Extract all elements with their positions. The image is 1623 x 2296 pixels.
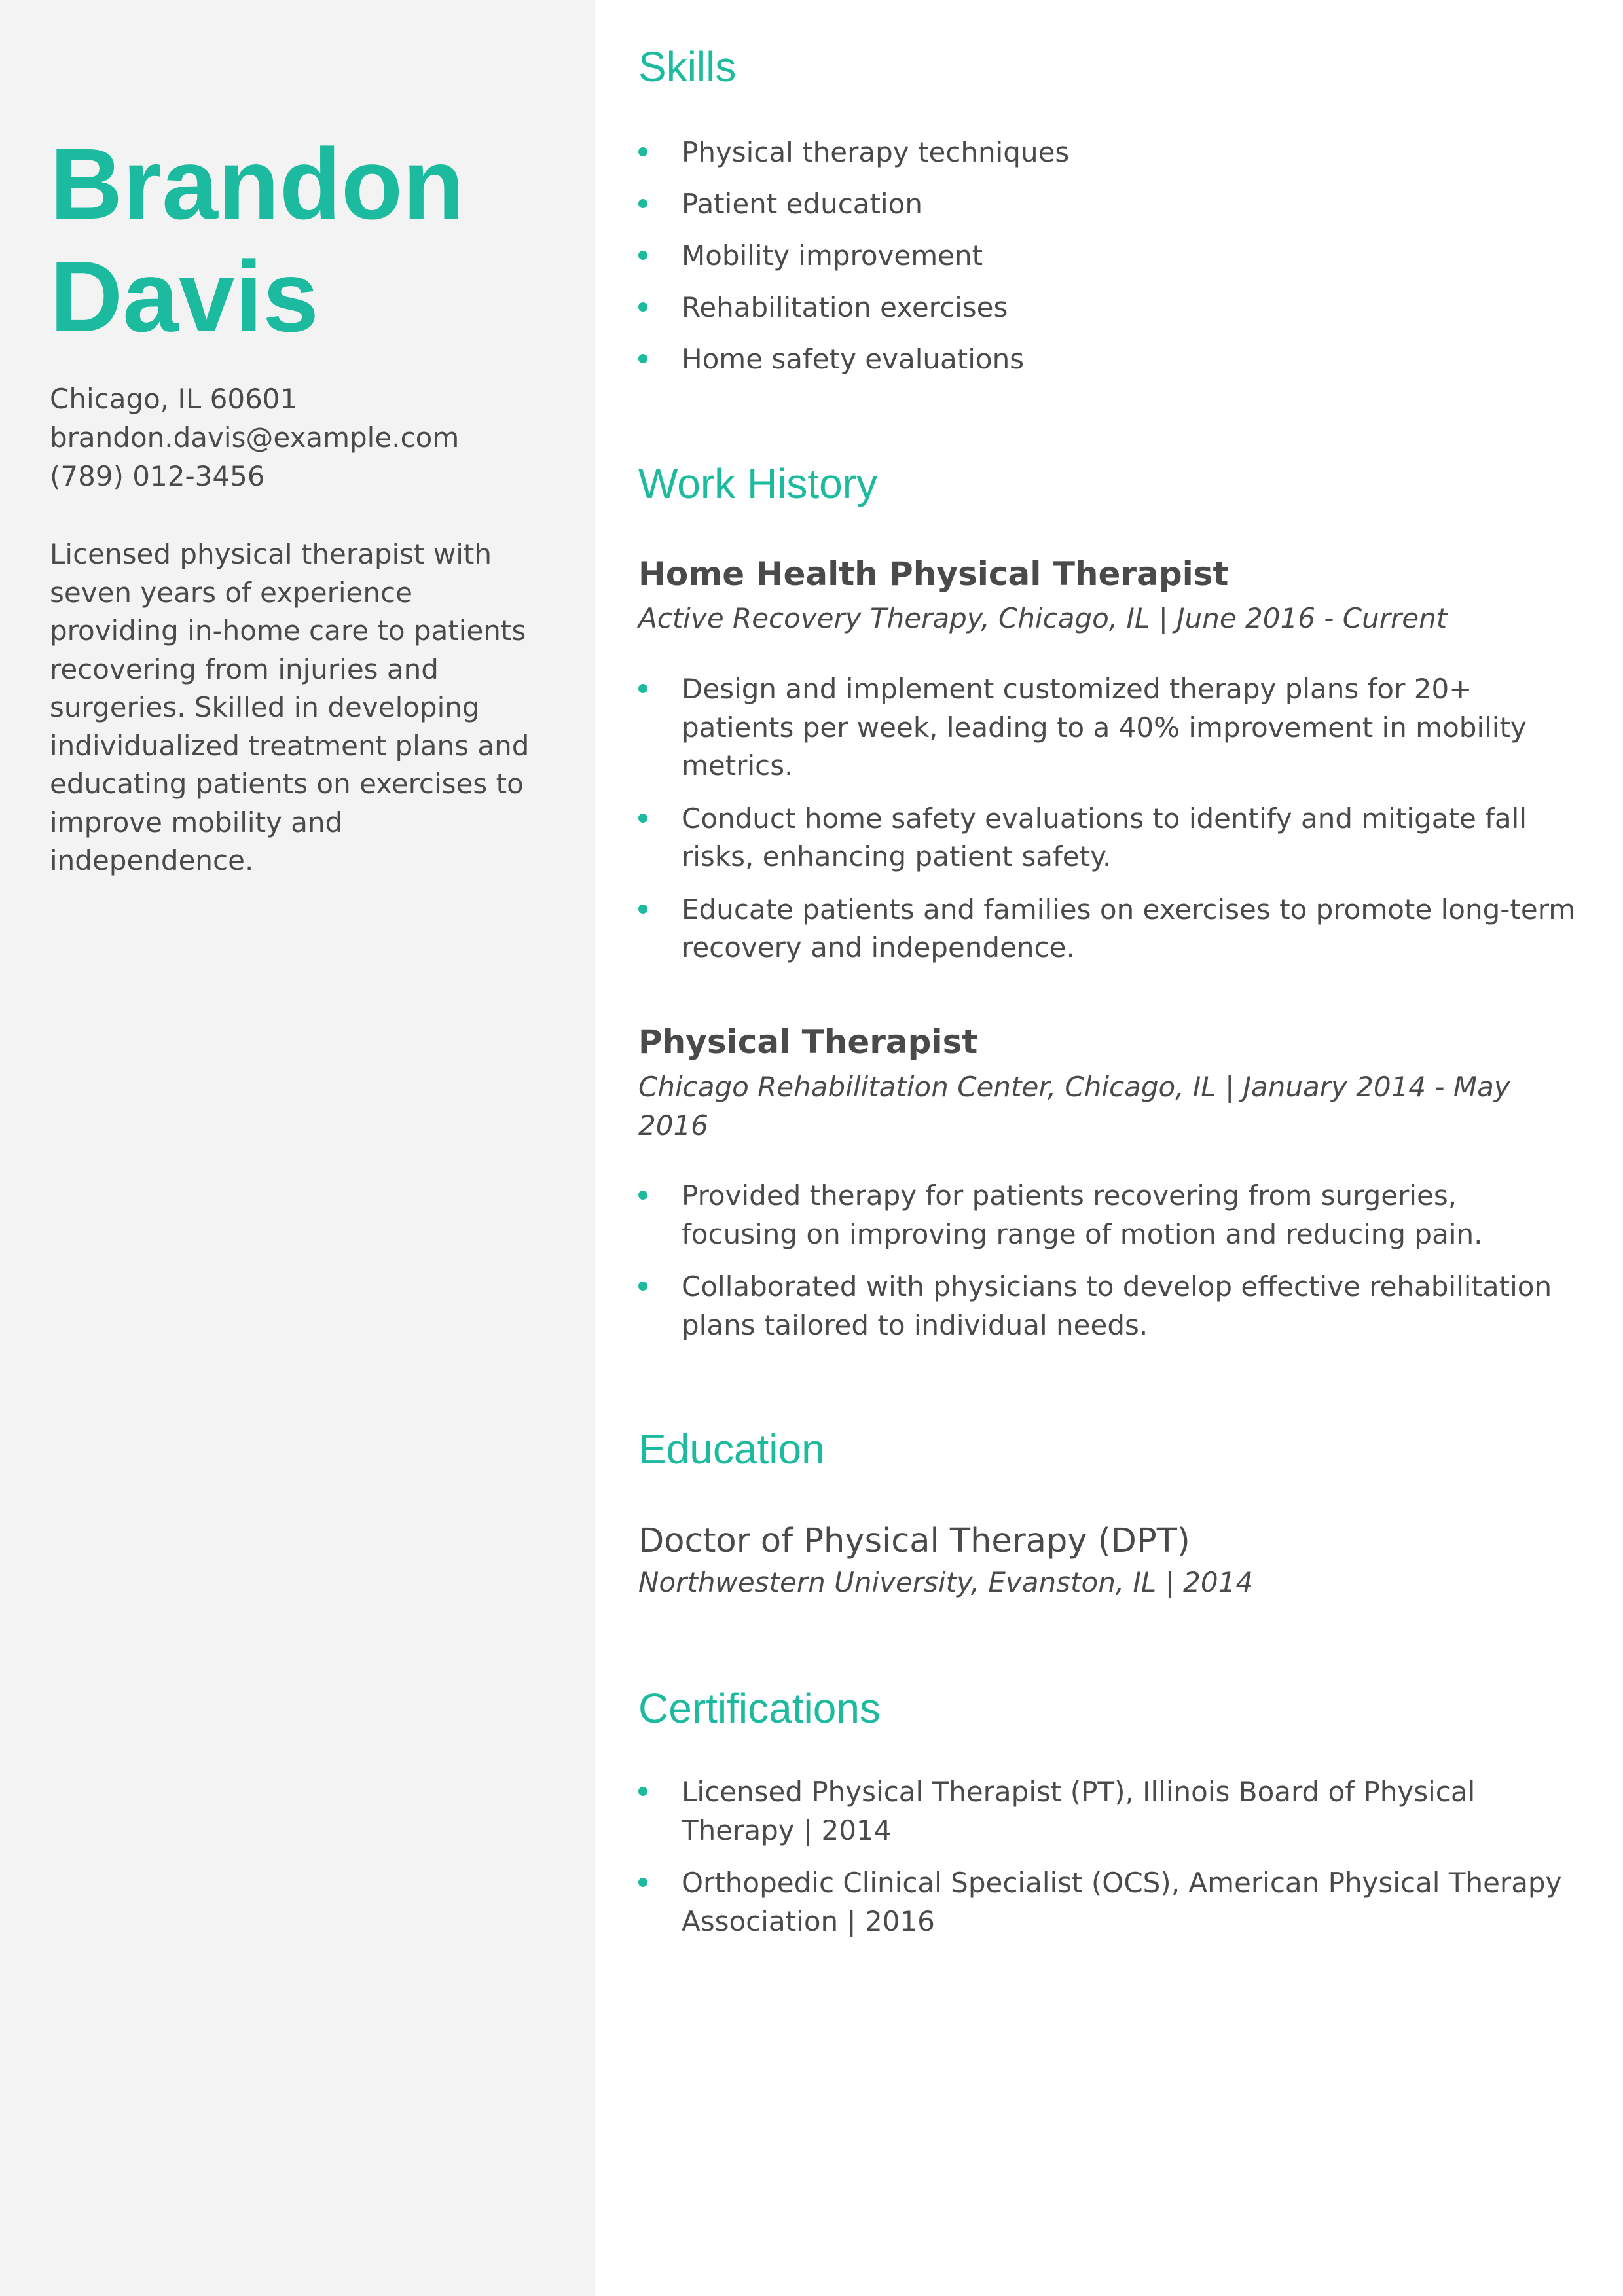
education-heading: Education: [638, 1426, 825, 1473]
skill-item: Mobility improvement: [638, 237, 1581, 276]
skill-item: Home safety evaluations: [638, 340, 1581, 379]
skill-item: Patient education: [638, 185, 1581, 224]
job-bullets: [638, 1177, 1581, 1359]
contact-info: [50, 380, 574, 495]
job-meta: [638, 600, 1581, 638]
job-bullets: [638, 670, 1581, 982]
skill-item: Rehabilitation exercises: [638, 289, 1581, 327]
sidebar: [0, 0, 595, 2296]
meta-separator: |: [1225, 1071, 1235, 1103]
school-meta: [638, 1564, 1581, 1602]
job-meta: [638, 1068, 1581, 1145]
job-dates: June 2016 - Current: [1176, 602, 1448, 634]
degree: Doctor of Physical Therapy (DPT): [638, 1522, 1190, 1560]
school: Northwestern University, Evanston, IL: [638, 1566, 1157, 1598]
email: brandon.davis@example.com: [50, 422, 460, 454]
job-title: Physical Therapist: [638, 1023, 978, 1061]
candidate-name: [50, 128, 574, 353]
job-bullet: Educate patients and families on exercises to promote long-term recovery and independence.: [638, 891, 1581, 967]
job-bullet: Design and implement customized therapy plans for 20+ patients per week, leading to a 40% improvement in mobility metrics.: [638, 670, 1581, 785]
certifications-list: [638, 1773, 1581, 1955]
skill-item: Physical therapy techniques: [638, 134, 1581, 172]
job-dates: January 2014 - May 2016: [638, 1071, 1510, 1141]
last-name: Davis: [50, 240, 319, 353]
professional-summary: Licensed physical therapist with seven years of experience providing in-home care to patients recovering from injuries and surgeries. Skilled in developing individualized treatment plans and educating patients on exercises to improve mobility and independence.: [50, 538, 530, 876]
graduation-year: 2014: [1183, 1566, 1254, 1598]
skills-heading: Skills: [638, 43, 737, 90]
certifications-heading: Certifications: [638, 1685, 881, 1732]
first-name: Brandon: [50, 128, 465, 240]
phone: (789) 012-3456: [50, 460, 265, 492]
meta-separator: |: [1158, 602, 1168, 634]
skills-list: [638, 134, 1581, 392]
job-title: Home Health Physical Therapist: [638, 555, 1229, 593]
work-history-heading: Work History: [638, 460, 878, 507]
company: Active Recovery Therapy, Chicago, IL: [638, 602, 1150, 634]
job-bullet: Conduct home safety evaluations to identify and mitigate fall risks, enhancing patient safety.: [638, 800, 1581, 876]
certification-item: Orthopedic Clinical Specialist (OCS), American Physical Therapy Association | 2016: [638, 1864, 1581, 1941]
meta-separator: |: [1165, 1566, 1175, 1598]
job-bullet: Collaborated with physicians to develop effective rehabilitation plans tailored to individual needs.: [638, 1268, 1581, 1344]
company: Chicago Rehabilitation Center, Chicago, IL: [638, 1071, 1216, 1103]
location: Chicago, IL 60601: [50, 383, 298, 415]
job-bullet: Provided therapy for patients recovering from surgeries, focusing on improving range of motion and reducing pain.: [638, 1177, 1581, 1253]
certification-item: Licensed Physical Therapist (PT), Illinois Board of Physical Therapy | 2014: [638, 1773, 1581, 1850]
